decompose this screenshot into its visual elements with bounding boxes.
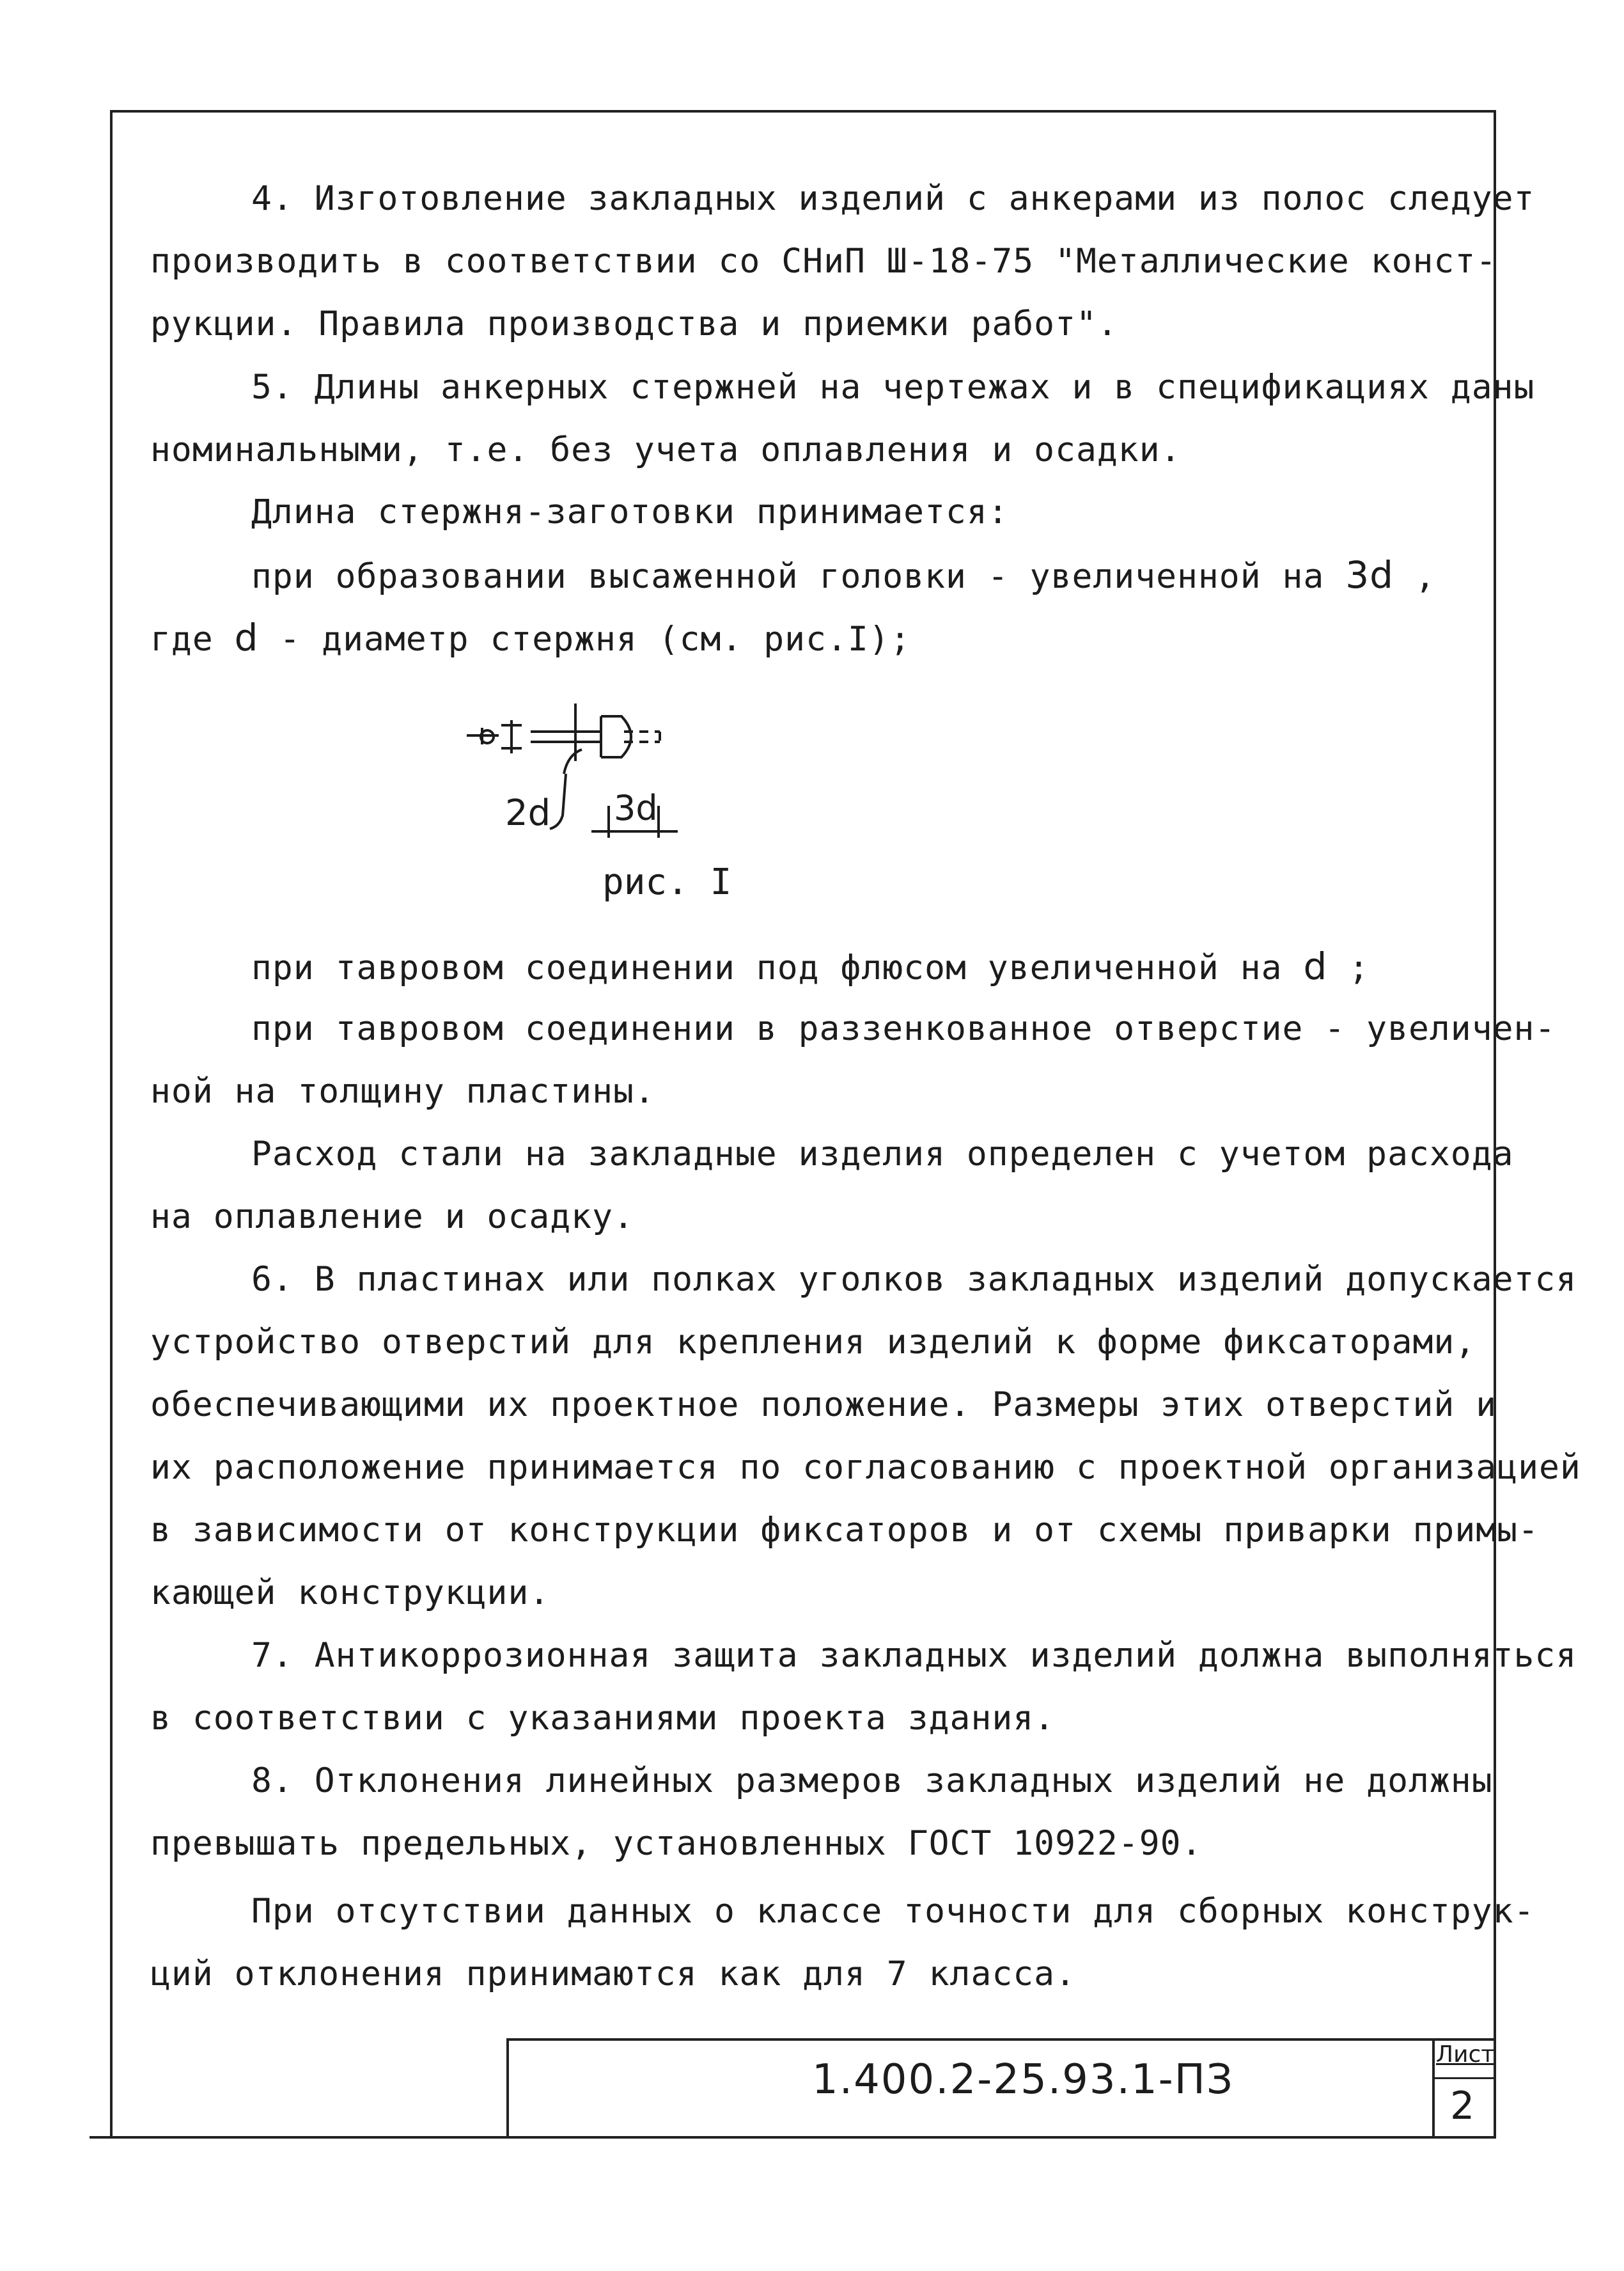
rod-extension-dashed [624,732,660,742]
stamp-sheet-label-divider [1432,2077,1495,2079]
item-5-line-5-end: - диаметр стержня (см. рис.I); [258,620,911,659]
frame-left-border [110,110,113,2137]
item-5-line-2: номинальными, т.е. без учета оплавления и осадки. [150,430,1182,469]
item-5-line-1: 5. Длины анкерных стержней на чертежах и в спецификациях даны [251,368,1535,407]
leader-2d [564,750,582,774]
item-5-line-6 [150,935,1594,1000]
item-4-line-3: рукции. Правила производства и приемки работ". [150,304,1118,343]
anchor-rod-figure [460,678,844,844]
item-5-line-4-text: при образовании высаженной головки - увеличенной на [251,557,1346,596]
item-7-line-2: в соответствии с указаниями проекта здания. [150,1699,1056,1738]
item-4-line-1: 4. Изготовление закладных изделий с анкерами из полос следует [251,179,1535,218]
item-5-line-4-variable: 3d [1345,553,1394,597]
item-5-line-5 [150,606,1493,671]
item-5-line-4 [150,544,1594,608]
item-5-line-4-end: , [1393,557,1436,596]
item-8-line-4: ций отклонения принимаются как для 7 класса. [150,1954,1076,1993]
item-6-line-3: обеспечивающими их проектное положение. Размеры этих отверстий и [150,1385,1497,1424]
rod-body [531,732,601,742]
item-6-line-6: кающей конструкции. [150,1573,550,1612]
frame-top-border [110,110,1496,113]
item-8-line-2: превышать предельных, установленных ГОСТ 10922-90. [150,1824,1203,1863]
item-6-line-5: в зависимости от конструкции фиксаторов и от схемы приварки примы- [150,1511,1539,1550]
item-8-line-1: 8. Отклонения линейных размеров закладных изделий не должны [251,1761,1493,1800]
figure-caption: рис. I [602,861,732,903]
item-5-line-8: ной на толщину пластины. [150,1072,655,1111]
item-6-line-4: их расположение принимается по согласованию с проектной организацией [150,1448,1581,1487]
rod-upset-head [601,716,631,757]
frame-bottom-border [90,2136,1496,2139]
item-5-line-5-variable: d [234,616,259,659]
sheet-label: Лист [1436,2041,1495,2068]
item-6-line-2: устройство отверстий для крепления изделий к форме фиксаторами, [150,1323,1476,1362]
item-5-line-5-text: где [150,620,235,659]
document-code: 1.400.2-25.93.1-ПЗ [812,2056,1234,2103]
label-2d: 2d [505,792,551,834]
stamp-sheet-divider [1432,2038,1435,2137]
leader-2d-tail [550,774,566,829]
item-4-line-2: производить в соответствии со СНиП Ш-18-75 "Металлические конст- [150,242,1497,281]
stamp-left-border [506,2038,509,2137]
item-5-line-9: Расход стали на закладные изделия определен с учетом расхода [251,1135,1514,1174]
item-8-line-3: При отсутствии данных о классе точности для сборных конструк- [251,1892,1535,1931]
item-6-line-1: 6. В пластинах или полках уголков закладных изделий допускается [251,1260,1577,1299]
item-5-line-6-end: ; [1327,948,1370,987]
item-5-line-10: на оплавление и осадку. [150,1197,634,1236]
sheet-number: 2 [1450,2084,1475,2128]
item-7-line-1: 7. Антикоррозионная защита закладных изделий должна выполняться [251,1636,1577,1675]
item-5-line-6-variable: d [1303,945,1328,988]
label-3d: 3d [614,788,658,828]
item-5-line-7: при тавровом соединении в раззенкованное отверстие - увеличен- [251,1009,1556,1048]
stamp-top-border [506,2038,1496,2041]
item-5-line-3: Длина стержня-заготовки принимается: [251,492,1009,531]
item-5-line-6-text: при тавровом соединении под флюсом увеличенной на [251,948,1304,987]
